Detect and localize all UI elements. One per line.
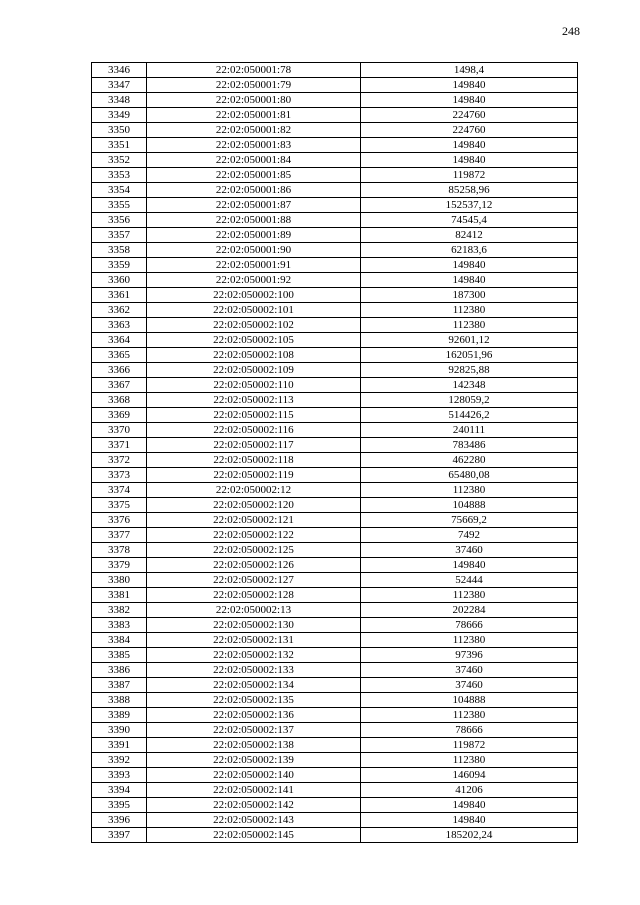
value-cell: 162051,96 [361,348,578,363]
value-cell: 149840 [361,153,578,168]
row-number-cell: 3387 [92,678,147,693]
cadastral-number-cell: 22:02:050002:127 [147,573,361,588]
value-cell: 82412 [361,228,578,243]
table-row [92,243,578,258]
value-cell: 187300 [361,288,578,303]
cadastral-number-cell: 22:02:050002:141 [147,783,361,798]
cadastral-number-cell: 22:02:050002:137 [147,723,361,738]
row-number-cell: 3369 [92,408,147,423]
table-row [92,93,578,108]
cadastral-number-cell: 22:02:050001:82 [147,123,361,138]
value-cell: 149840 [361,138,578,153]
table-row [92,153,578,168]
table-row [92,333,578,348]
row-number-cell: 3361 [92,288,147,303]
value-cell: 202284 [361,603,578,618]
table-row [92,198,578,213]
cadastral-number-cell: 22:02:050002:142 [147,798,361,813]
cadastral-number-cell: 22:02:050002:128 [147,588,361,603]
row-number-cell: 3389 [92,708,147,723]
row-number-cell: 3349 [92,108,147,123]
value-cell: 92825,88 [361,363,578,378]
table-row [92,798,578,813]
row-number-cell: 3358 [92,243,147,258]
table-row [92,663,578,678]
value-cell: 119872 [361,168,578,183]
table-row [92,378,578,393]
cadastral-number-cell: 22:02:050001:87 [147,198,361,213]
value-cell: 52444 [361,573,578,588]
value-cell: 104888 [361,498,578,513]
table-row [92,783,578,798]
value-cell: 78666 [361,618,578,633]
table-row [92,348,578,363]
cadastral-number-cell: 22:02:050001:92 [147,273,361,288]
row-number-cell: 3366 [92,363,147,378]
table-row [92,78,578,93]
row-number-cell: 3352 [92,153,147,168]
value-cell: 41206 [361,783,578,798]
cadastral-number-cell: 22:02:050002:117 [147,438,361,453]
table-row [92,573,578,588]
row-number-cell: 3371 [92,438,147,453]
row-number-cell: 3372 [92,453,147,468]
row-number-cell: 3362 [92,303,147,318]
value-cell: 65480,08 [361,468,578,483]
value-cell: 112380 [361,303,578,318]
row-number-cell: 3368 [92,393,147,408]
value-cell: 112380 [361,753,578,768]
row-number-cell: 3373 [92,468,147,483]
page-number: 248 [562,24,580,38]
cadastral-number-cell: 22:02:050002:121 [147,513,361,528]
cadastral-number-cell: 22:02:050001:80 [147,93,361,108]
cadastral-number-cell: 22:02:050002:118 [147,453,361,468]
row-number-cell: 3396 [92,813,147,828]
row-number-cell: 3350 [92,123,147,138]
table-row [92,528,578,543]
table-row [92,453,578,468]
cadastral-number-cell: 22:02:050002:109 [147,363,361,378]
value-cell: 149840 [361,813,578,828]
cadastral-number-cell: 22:02:050002:139 [147,753,361,768]
row-number-cell: 3375 [92,498,147,513]
cadastral-number-cell: 22:02:050001:79 [147,78,361,93]
table-row [92,273,578,288]
table-row [92,108,578,123]
row-number-cell: 3363 [92,318,147,333]
table-row [92,363,578,378]
row-number-cell: 3355 [92,198,147,213]
table-row [92,513,578,528]
table-row [92,498,578,513]
table-row [92,768,578,783]
table-row [92,558,578,573]
row-number-cell: 3353 [92,168,147,183]
table-row [92,303,578,318]
table-row [92,63,578,78]
table-row [92,738,578,753]
row-number-cell: 3360 [92,273,147,288]
row-number-cell: 3382 [92,603,147,618]
row-number-cell: 3383 [92,618,147,633]
cadastral-number-cell: 22:02:050001:85 [147,168,361,183]
row-number-cell: 3357 [92,228,147,243]
cadastral-number-cell: 22:02:050002:102 [147,318,361,333]
value-cell: 146094 [361,768,578,783]
value-cell: 74545,4 [361,213,578,228]
value-cell: 104888 [361,693,578,708]
row-number-cell: 3378 [92,543,147,558]
value-cell: 112380 [361,483,578,498]
cadastral-number-cell: 22:02:050002:113 [147,393,361,408]
row-number-cell: 3351 [92,138,147,153]
row-number-cell: 3391 [92,738,147,753]
table-row [92,483,578,498]
value-cell: 128059,2 [361,393,578,408]
row-number-cell: 3347 [92,78,147,93]
cadastral-number-cell: 22:02:050001:78 [147,63,361,78]
cadastral-number-cell: 22:02:050002:136 [147,708,361,723]
table-row [92,423,578,438]
table-row [92,753,578,768]
value-cell: 240111 [361,423,578,438]
table-row [92,678,578,693]
value-cell: 783486 [361,438,578,453]
row-number-cell: 3376 [92,513,147,528]
row-number-cell: 3364 [92,333,147,348]
cadastral-number-cell: 22:02:050002:119 [147,468,361,483]
value-cell: 149840 [361,558,578,573]
table-row [92,618,578,633]
row-number-cell: 3380 [92,573,147,588]
cadastral-number-cell: 22:02:050002:108 [147,348,361,363]
cadastral-number-cell: 22:02:050002:132 [147,648,361,663]
value-cell: 462280 [361,453,578,468]
table-row [92,123,578,138]
cadastral-number-cell: 22:02:050002:133 [147,663,361,678]
table-row [92,288,578,303]
value-cell: 149840 [361,93,578,108]
value-cell: 37460 [361,663,578,678]
registry-table-body [92,63,578,843]
cadastral-number-cell: 22:02:050002:145 [147,828,361,843]
table-row [92,828,578,843]
table-row [92,648,578,663]
value-cell: 78666 [361,723,578,738]
row-number-cell: 3394 [92,783,147,798]
table-row [92,813,578,828]
value-cell: 85258,96 [361,183,578,198]
row-number-cell: 3385 [92,648,147,663]
cadastral-number-cell: 22:02:050002:134 [147,678,361,693]
table-row [92,543,578,558]
row-number-cell: 3367 [92,378,147,393]
cadastral-number-cell: 22:02:050002:116 [147,423,361,438]
row-number-cell: 3356 [92,213,147,228]
cadastral-number-cell: 22:02:050001:91 [147,258,361,273]
table-row [92,318,578,333]
cadastral-number-cell: 22:02:050002:101 [147,303,361,318]
cadastral-number-cell: 22:02:050001:86 [147,183,361,198]
table-row [92,693,578,708]
value-cell: 112380 [361,318,578,333]
value-cell: 37460 [361,678,578,693]
cadastral-number-cell: 22:02:050001:83 [147,138,361,153]
cadastral-number-cell: 22:02:050002:140 [147,768,361,783]
cadastral-number-cell: 22:02:050001:90 [147,243,361,258]
value-cell: 224760 [361,123,578,138]
cadastral-number-cell: 22:02:050002:130 [147,618,361,633]
row-number-cell: 3393 [92,768,147,783]
cadastral-number-cell: 22:02:050002:143 [147,813,361,828]
cadastral-number-cell: 22:02:050002:115 [147,408,361,423]
row-number-cell: 3390 [92,723,147,738]
row-number-cell: 3346 [92,63,147,78]
value-cell: 37460 [361,543,578,558]
cadastral-number-cell: 22:02:050002:12 [147,483,361,498]
row-number-cell: 3379 [92,558,147,573]
table-row [92,258,578,273]
registry-table [91,62,578,843]
value-cell: 514426,2 [361,408,578,423]
value-cell: 119872 [361,738,578,753]
row-number-cell: 3392 [92,753,147,768]
cadastral-number-cell: 22:02:050001:89 [147,228,361,243]
table-row [92,408,578,423]
row-number-cell: 3381 [92,588,147,603]
cadastral-number-cell: 22:02:050001:81 [147,108,361,123]
cadastral-number-cell: 22:02:050002:135 [147,693,361,708]
row-number-cell: 3386 [92,663,147,678]
table-row [92,438,578,453]
table-row [92,168,578,183]
row-number-cell: 3374 [92,483,147,498]
cadastral-number-cell: 22:02:050002:105 [147,333,361,348]
cadastral-number-cell: 22:02:050002:120 [147,498,361,513]
value-cell: 92601,12 [361,333,578,348]
table-row [92,228,578,243]
table-row [92,138,578,153]
value-cell: 75669,2 [361,513,578,528]
cadastral-number-cell: 22:02:050001:84 [147,153,361,168]
table-row [92,588,578,603]
value-cell: 7492 [361,528,578,543]
row-number-cell: 3384 [92,633,147,648]
table-row [92,468,578,483]
cadastral-number-cell: 22:02:050002:100 [147,288,361,303]
value-cell: 149840 [361,798,578,813]
cadastral-number-cell: 22:02:050002:125 [147,543,361,558]
cadastral-number-cell: 22:02:050002:138 [147,738,361,753]
value-cell: 149840 [361,258,578,273]
table-row [92,723,578,738]
row-number-cell: 3359 [92,258,147,273]
row-number-cell: 3365 [92,348,147,363]
row-number-cell: 3348 [92,93,147,108]
value-cell: 112380 [361,633,578,648]
table-row [92,183,578,198]
value-cell: 97396 [361,648,578,663]
row-number-cell: 3370 [92,423,147,438]
table-row [92,633,578,648]
value-cell: 62183,6 [361,243,578,258]
table-row [92,603,578,618]
table-row [92,708,578,723]
cadastral-number-cell: 22:02:050002:13 [147,603,361,618]
row-number-cell: 3388 [92,693,147,708]
value-cell: 1498,4 [361,63,578,78]
cadastral-number-cell: 22:02:050001:88 [147,213,361,228]
value-cell: 142348 [361,378,578,393]
value-cell: 185202,24 [361,828,578,843]
cadastral-number-cell: 22:02:050002:122 [147,528,361,543]
value-cell: 149840 [361,273,578,288]
row-number-cell: 3397 [92,828,147,843]
table-row [92,393,578,408]
cadastral-number-cell: 22:02:050002:126 [147,558,361,573]
value-cell: 224760 [361,108,578,123]
value-cell: 112380 [361,588,578,603]
cadastral-number-cell: 22:02:050002:131 [147,633,361,648]
value-cell: 152537,12 [361,198,578,213]
table-row [92,213,578,228]
row-number-cell: 3377 [92,528,147,543]
row-number-cell: 3395 [92,798,147,813]
cadastral-number-cell: 22:02:050002:110 [147,378,361,393]
value-cell: 149840 [361,78,578,93]
value-cell: 112380 [361,708,578,723]
row-number-cell: 3354 [92,183,147,198]
